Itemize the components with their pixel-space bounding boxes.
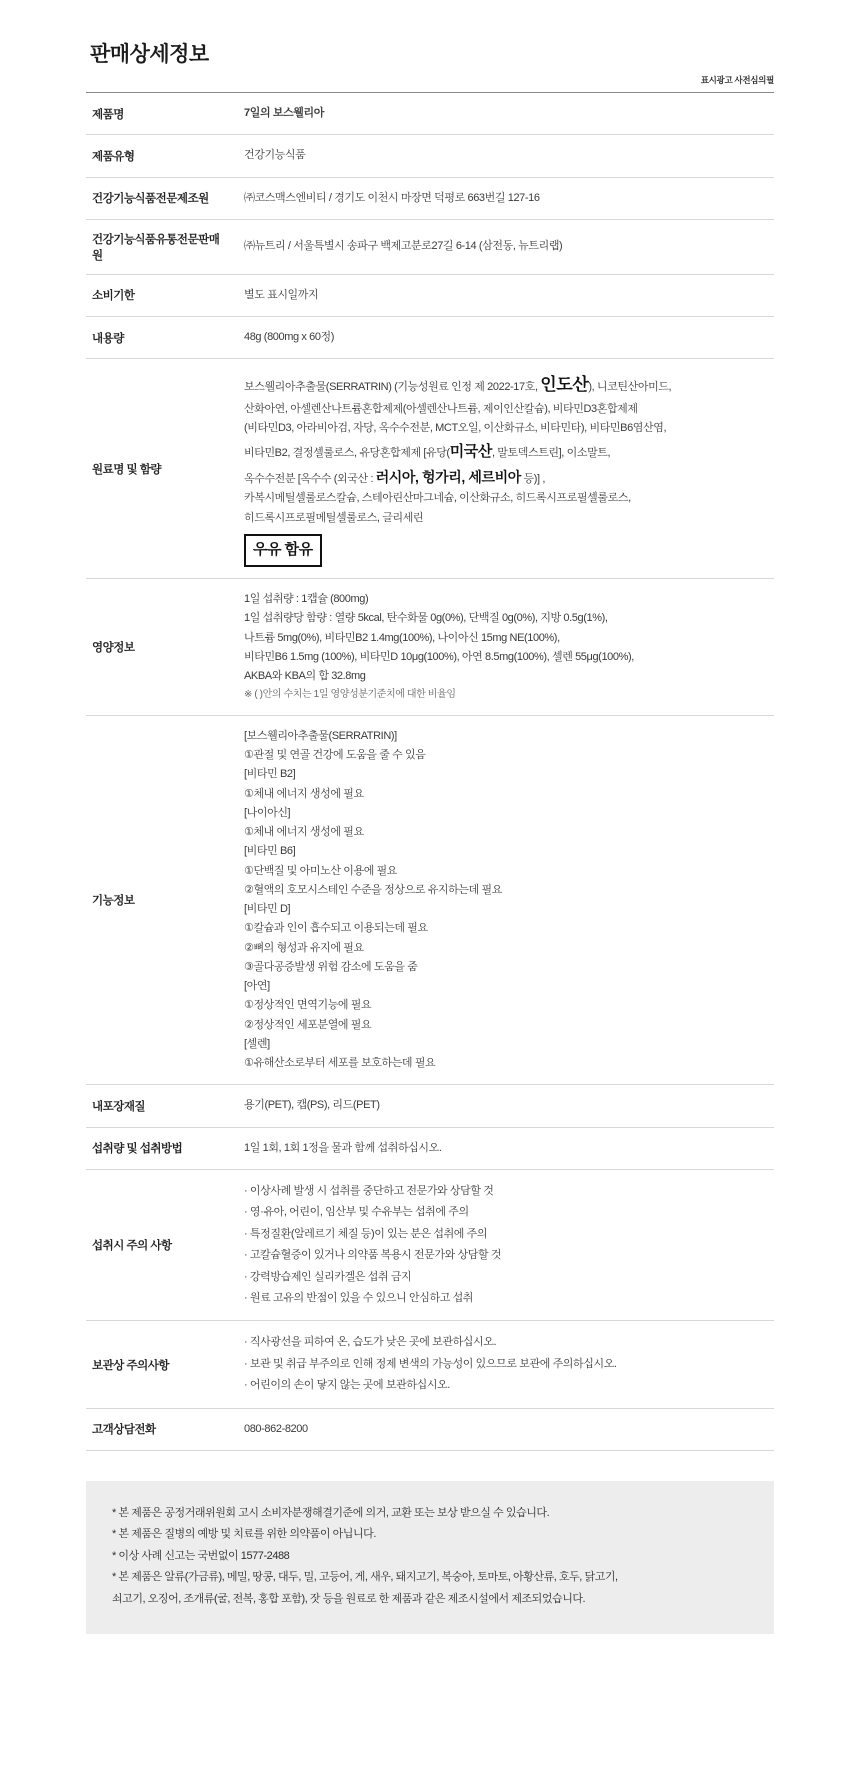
function-item: ①관절 및 연골 건강에 도움을 줄 수 있음 [244,749,426,761]
storage-item: · 보관 및 취급 부주의로 인해 정제 변색의 가능성이 있으므로 보관에 주의하십시오. [244,1357,617,1370]
ingredient-line-5a: 옥수수전분 [옥수수 (외국산 : [244,472,376,485]
function-item: [셀렌] [244,1037,270,1050]
row-label-package-material: 내포장재질 [92,1100,146,1113]
row-label-ingredients: 원료명 및 함량 [92,463,162,476]
row-label-product-type: 제품유형 [92,150,135,163]
row-label-nutrition: 영양정보 [92,641,135,654]
pre-review-note: 표시광고 사전심의필 [700,75,774,85]
row-label-storage: 보관상 주의사항 [92,1359,169,1372]
table-row [86,135,774,177]
row-value-package-material: 용기(PET), 캡(PS), 리드(PET) [244,1099,380,1112]
row-label-manufacturer: 건강기능식품전문제조원 [92,193,209,206]
table-row [86,177,774,219]
table-row-customer-service [86,1408,774,1450]
nutrition-line-4: 비타민B6 1.5mg (100%), 비타민D 10μg(100%), 아연 8.5mg(100%), 셀렌 55μg(100%), [244,650,634,663]
caution-item: · 고칼슘혈증이 있거나 의약품 복용시 전문가와 상담할 것 [244,1249,502,1262]
function-item: ①체내 에너지 생성에 필요 [244,787,364,800]
nutrition-line-2: 1일 섭취량당 함량 : 열량 5kcal, 탄수화물 0g(0%), 단백질 0g(0%), 지방 0.5g(1%), [244,612,608,625]
nutrition-line-1: 1일 섭취량 : 1캡슐 (800mg) [244,593,369,605]
table-row-cautions [86,1169,774,1321]
row-label-intake: 섭취량 및 섭취방법 [92,1143,183,1156]
row-label-cautions: 섭취시 주의 사항 [92,1240,172,1253]
row-value-cautions [234,1169,774,1321]
function-item: [나이아신] [244,806,291,819]
function-item: ①정상적인 면역기능에 필요 [244,999,372,1012]
function-item: [보스웰리아추출물(SERRATRIN)] [244,729,397,742]
row-value-distributor: ㈜뉴트리 / 서울특별시 송파구 백제고분로27길 6-14 (삼전동, 뉴트리랩) [244,240,563,253]
nutrition-line-5: AKBA와 KBA의 합 32.8mg [244,670,366,682]
ingredient-line-7: 히드록시프로필메틸셀룰로스, 글리세린 [244,511,424,524]
table-row [86,317,774,359]
function-item: ①체내 에너지 생성에 필요 [244,826,364,838]
row-value-product-name: 7일의 보스웰리아 [244,107,324,119]
table-row-ingredients [86,359,774,579]
table-row-functions [86,715,774,1085]
ingredient-line-5b: 등)] , [520,472,546,485]
row-label-distributor: 건강기능식품유통전문판매원 [92,233,220,262]
function-item: [아연] [244,980,270,992]
function-item: ①단백질 및 아미노산 이용에 필요 [244,864,398,877]
ingredient-line-2: 산화아연, 아셀렌산나트륨혼합제제(아셀렌산나트륨, 제이인산칼슘), 비타민D3혼합제제 [244,403,638,415]
ingredient-line-6: 카복시메틸셀룰로스칼슘, 스테아린산마그네슘, 이산화규소, 히드록시프로필셀룰로스, [244,492,631,505]
function-item: [비타민 B2] [244,768,296,781]
nutrition-line-3: 나트륨 5mg(0%), 비타민B2 1.4mg(100%), 나이아신 15mg NE(100%), [244,631,560,644]
row-value-functions [234,715,774,1085]
function-item: [비타민 B6] [244,845,296,858]
row-value-manufacturer: ㈜코스맥스엔비티 / 경기도 이천시 마장면 덕평로 663번길 127-16 [244,191,540,204]
caution-item: · 강력방습제인 실리카겔은 섭취 금지 [244,1270,412,1283]
table-row-nutrition [86,579,774,716]
footer-line: * 본 제품은 질병의 예방 및 치료를 위한 의약품이 아닙니다. [112,1528,376,1541]
row-label-product-name: 제품명 [92,108,124,121]
function-item: [비타민 D] [244,903,291,915]
function-item: ②뼈의 형성과 유지에 필요 [244,941,364,954]
function-item: ②혈액의 호모시스테인 수준을 정상으로 유지하는데 필요 [244,883,502,896]
function-item: ①유해산소로부터 세포를 보호하는데 필요 [244,1057,436,1069]
footer-line: * 본 제품은 공정거래위원회 고시 소비자분쟁해결기준에 의거, 교환 또는 보상 받으실 수 있습니다. [112,1506,550,1519]
caution-item: · 원료 고유의 반점이 있을 수 있으니 안심하고 섭취 [244,1291,474,1304]
row-label-volume: 내용량 [92,332,124,345]
spec-table [86,92,774,1451]
storage-item: · 어린이의 손이 닿지 않는 곳에 보관하십시오. [244,1379,450,1392]
function-item: ①칼슘과 인이 흡수되고 이용되는데 필요 [244,922,428,935]
footer-line: * 본 제품은 알류(가금류), 메밀, 땅콩, 대두, 밀, 고등어, 게, 새우, 돼지고기, 복숭아, 토마토, 아황산류, 호두, 닭고기, [112,1571,618,1584]
ingredient-line-1b: ), 니코틴산아미드, [588,381,672,394]
row-value-product-type: 건강기능식품 [244,149,306,162]
caution-item: · 영·유아, 어린이, 임산부 및 수유부는 섭취에 주의 [244,1206,469,1219]
storage-item: · 직사광선을 피하여 온, 습도가 낮은 곳에 보관하십시오. [244,1336,497,1349]
ingredient-line-4b: , 말토덱스트린], 이소말트, [491,446,611,459]
footer-notice-box [86,1481,774,1634]
row-label-functions: 기능정보 [92,895,135,907]
footer-line: * 이상 사례 신고는 국번없이 1577-2488 [112,1549,290,1562]
milk-contains-badge: 우유 함유 [244,534,322,567]
footer-line: 쇠고기, 오징어, 조개류(굴, 전복, 홍합 포함), 잣 등을 원료로 한 제품과 같은 제조시설에서 제조되었습니다. [112,1592,586,1605]
function-item: ③골다공증발생 위험 감소에 도움을 줌 [244,960,418,973]
row-value-volume: 48g (800mg x 60정) [244,331,335,343]
ingredient-line-3: (비타민D3, 아라비아검, 자당, 옥수수전분, MCT오일, 이산화규소, 비타민타), 비타민B6염산염, [244,422,667,435]
table-row-package [86,1085,774,1127]
emphasis-origins: 러시아, 헝가리, 세르비아 [375,468,521,485]
emphasis-india: 인도산 [540,375,589,395]
row-value-storage [234,1321,774,1408]
table-row [86,274,774,316]
ingredient-line-1a: 보스웰리아추출물(SERRATRIN) (기능성원료 인정 제 2022-17호, [244,381,541,394]
table-row [86,219,774,274]
table-row [86,93,774,135]
nutrition-footnote: ※ ( )안의 수치는 1일 영양성분기준치에 대한 비율임 [244,689,456,701]
table-row-intake [86,1127,774,1169]
row-value-customer-service: 080-862-8200 [244,1422,308,1435]
table-row-storage [86,1321,774,1408]
row-value-expiry: 별도 표시일까지 [244,288,319,301]
emphasis-usa: 미국산 [449,442,492,460]
function-item: ②정상적인 세포분열에 필요 [244,1018,372,1031]
caution-item: · 특정질환(알레르기 체질 등)이 있는 분은 섭취에 주의 [244,1227,488,1240]
row-value-intake: 1일 1회, 1회 1정을 물과 함께 섭취하십시오. [244,1141,442,1154]
row-value-nutrition [234,579,774,716]
ingredient-line-4a: 비타민B2, 결정셀룰로스, 유당혼합제제 [유당( [244,446,450,459]
caution-item: · 이상사례 발생 시 섭취를 중단하고 전문가와 상담할 것 [244,1184,494,1197]
row-value-ingredients [234,359,774,579]
row-label-expiry: 소비기한 [92,290,135,303]
row-label-customer-service: 고객상담전화 [92,1424,156,1437]
page-title: 판매상세정보 [90,43,209,66]
